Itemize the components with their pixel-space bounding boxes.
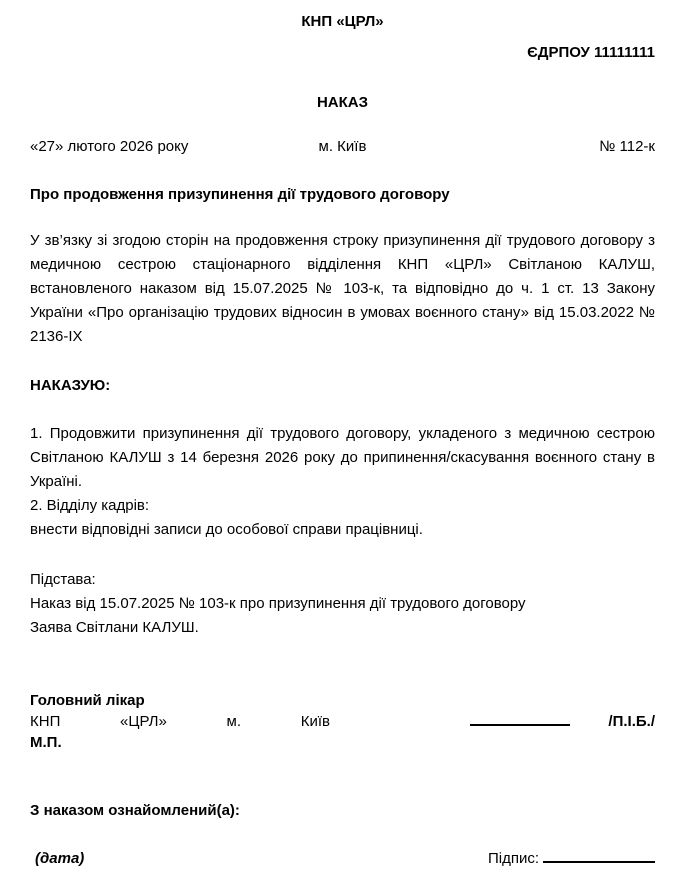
basis-block — [30, 568, 655, 640]
stamp-placeholder: М.П. — [30, 734, 62, 751]
order-heading: НАКАЗУЮ: — [30, 377, 111, 394]
basis-line-2: Заява Світлани КАЛУШ. — [30, 619, 199, 636]
document-subject: Про продовження призупинення дії трудового договору — [30, 186, 450, 203]
organization-name: КНП «ЦРЛ» — [301, 13, 384, 30]
acknowledgement-title: З наказом ознайомлений(а): — [30, 802, 240, 819]
acknowledgement-date-placeholder: (дата) — [35, 850, 85, 867]
basis-line-1: Наказ від 15.07.2025 № 103-к про призупинення дії трудового договору — [30, 595, 526, 612]
document-city: м. Київ — [318, 138, 367, 155]
acknowledgement-row — [30, 848, 655, 869]
signature-blank-line[interactable] — [470, 713, 570, 726]
document-body — [30, 0, 655, 869]
signatory-position: Головний лікар — [30, 692, 145, 709]
preamble-paragraph: У зв’язку зі згодою сторін на продовження строку призупинення дії трудового договору з медичною сестрою стаціонарного відділення КНП «ЦРЛ» Світланою КАЛУШ, встановленого наказом від 15.07.2025 № 103-к, та відповідно до ч. 1 ст. 13 Закону України «Про організацію трудових відносин в умовах воєнного стану» від 15.03.2022 № 2136-IX — [30, 232, 655, 345]
order-item-2-body: внести відповідні записи до особової справи працівниці. — [30, 521, 423, 538]
basis-label: Підстава: — [30, 571, 96, 588]
order-item-1: 1. Продовжити призупинення дії трудового договору, укладеного з медичною сестрою Світланою КАЛУШ з 14 березня 2026 року до припинення/скасування воєнного стану в Україні. — [30, 425, 655, 490]
order-item-2-title: 2. Відділу кадрів: — [30, 497, 150, 514]
edrpou-code: ЄДРПОУ 11111111 — [527, 44, 655, 61]
signatory-name-placeholder: /П.І.Б./ — [608, 713, 655, 730]
acknowledgement-signature-line[interactable] — [543, 850, 655, 863]
signature-block — [30, 690, 655, 753]
acknowledgement-signature-label: Підпис: — [487, 850, 539, 867]
document-number: № 112-к — [599, 138, 655, 155]
document-kind-heading: НАКАЗ — [316, 94, 369, 111]
document-meta-row — [30, 137, 655, 157]
document-date: «27» лютого 2026 року — [30, 138, 189, 155]
signatory-org-row — [30, 711, 655, 732]
signatory-organization: КНП «ЦРЛ» м. Київ — [30, 713, 330, 730]
